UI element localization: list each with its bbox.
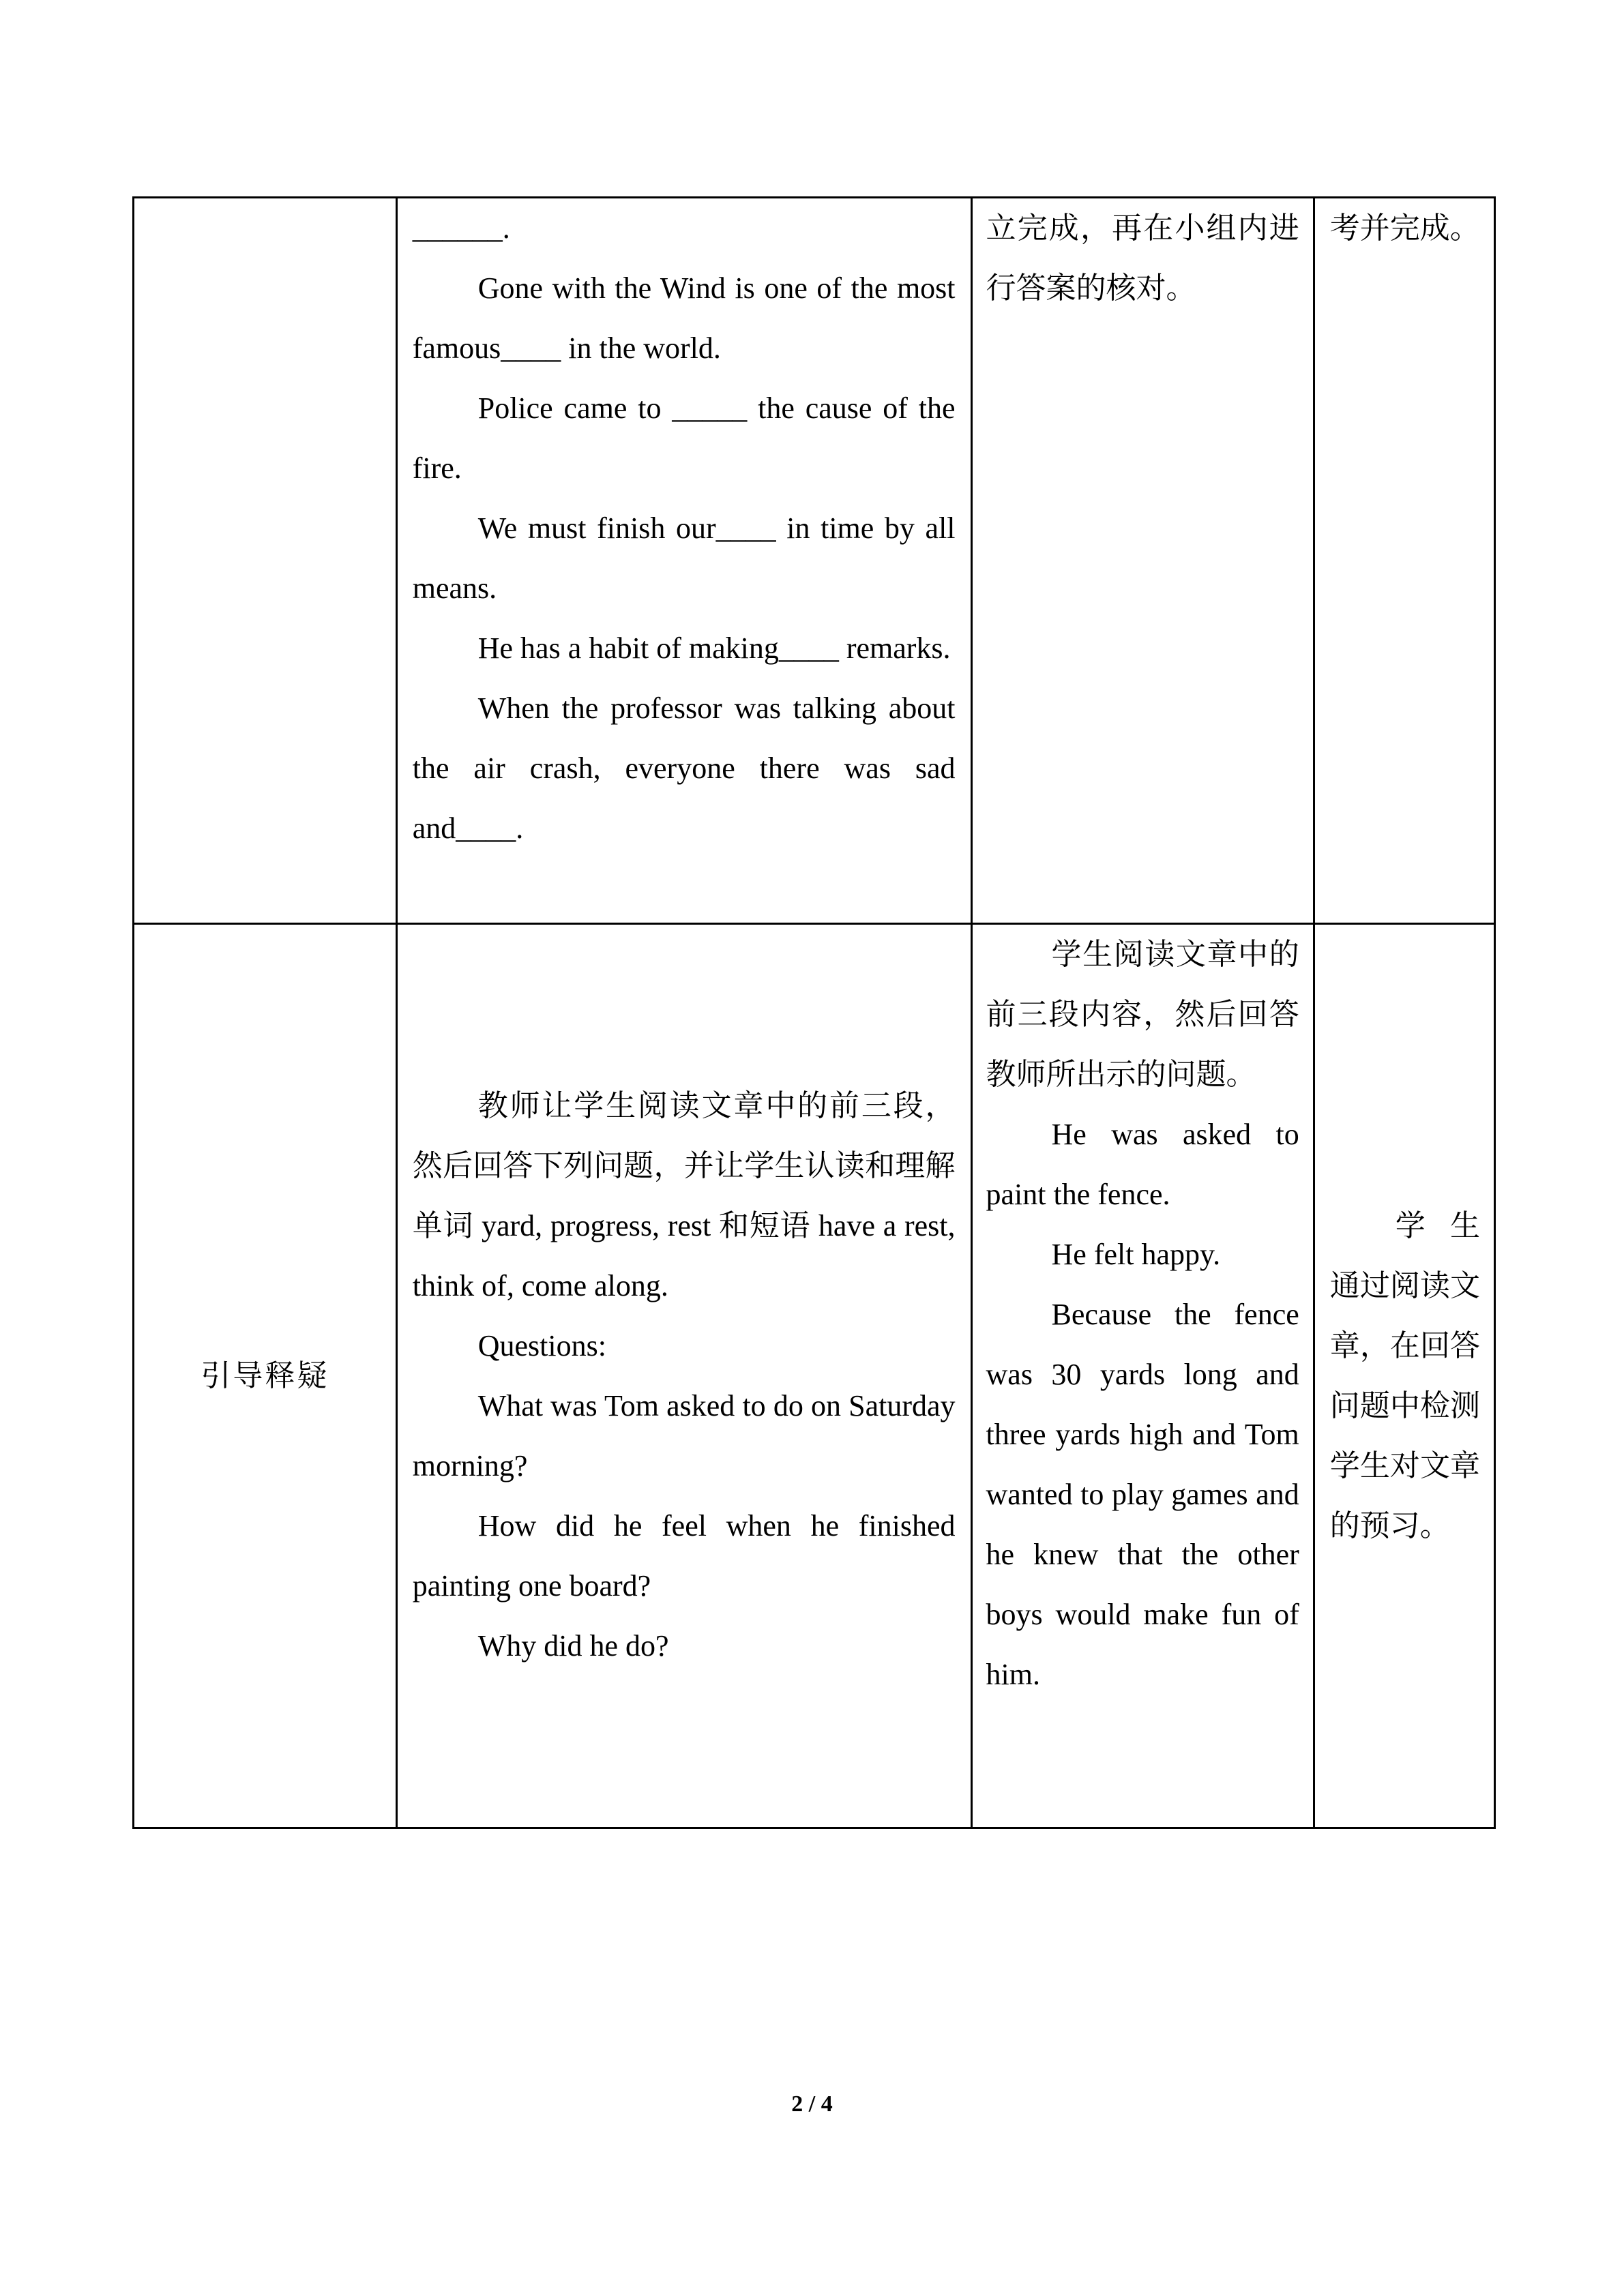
student-activity-cell (971, 198, 1314, 924)
table-row (134, 924, 1495, 1828)
question-item: How did he feel when he finished painting one board? (412, 1508, 956, 1602)
stage-cell (134, 198, 397, 924)
lesson-plan-table (132, 196, 1496, 1829)
stage-label: 引导释疑 (201, 1358, 329, 1393)
design-intent-text: 考并完成。 (1329, 211, 1480, 245)
student-activity-text: 学生阅读文章中的前三段内容，然后回答教师所出示的问题。 (986, 938, 1299, 1091)
exercise-sentence: Gone with the Wind is one of the most famous____ in the world. (412, 271, 956, 365)
question-item: What was Tom asked to do on Saturday morning? (412, 1388, 956, 1482)
teacher-activity-cell (396, 924, 971, 1828)
question-item: Why did he do? (477, 1628, 669, 1663)
exercise-sentence: He has a habit of making____ remarks. (477, 631, 951, 665)
teacher-activity-cell (396, 198, 971, 924)
design-intent-cell (1314, 198, 1494, 924)
student-answer: He felt happy. (1051, 1238, 1221, 1271)
teacher-instruction: 教师让学生阅读文章中的前三段，然后回答下列问题，并让学生认读和理解单词 yard, progress, rest 和短语 have a rest, think of, come along. (412, 1088, 956, 1302)
exercise-sentence: We must finish our____ in time by all means. (412, 511, 956, 605)
design-intent-text: 学生通过阅读文章，在回答问题中检测学生对文章的预习。 (1329, 1208, 1480, 1542)
student-answer: He was asked to paint the fence. (986, 1118, 1299, 1211)
stage-cell (134, 924, 397, 1828)
exercise-sentence: When the professor was talking about the air crash, everyone there was sad and____. (412, 691, 956, 845)
questions-heading: Questions: (477, 1328, 606, 1362)
student-answer: Because the fence was 30 yards long and three yards high and Tom wanted to play games and he knew that the other boys would make fun of him. (986, 1298, 1299, 1691)
design-intent-cell (1314, 924, 1494, 1828)
student-activity-text: 立完成，再在小组内进行答案的核对。 (986, 211, 1299, 305)
table-row (134, 198, 1495, 924)
student-activity-cell (971, 924, 1314, 1828)
exercise-sentence: Police came to _____ the cause of the fire. (412, 391, 956, 485)
page-number: 2 / 4 (791, 2091, 833, 2117)
exercise-blank-line: ______. (412, 211, 510, 245)
